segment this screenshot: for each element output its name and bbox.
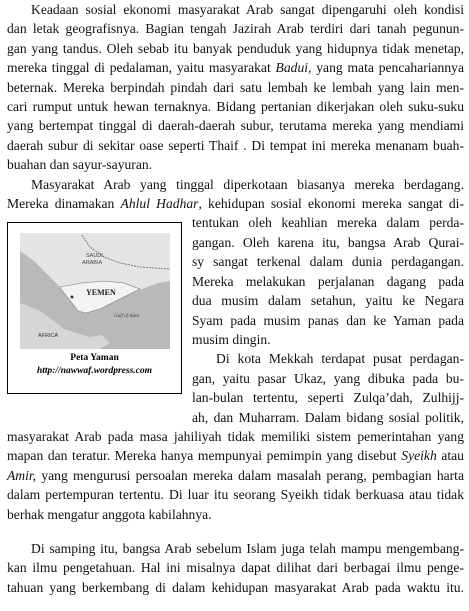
- term-syeikh: Syeikh: [401, 448, 437, 464]
- p2-right-7: musim dingin.: [192, 331, 271, 347]
- text-right-of-figure: [192, 213, 464, 426]
- p4-line-3: tahuan yang berkembang di dalam kehidupan masyarakat Arab pada waktu itu.: [7, 579, 464, 595]
- term-badui: Badui,: [275, 60, 312, 76]
- p4-line-1: Di samping itu, bangsa Arab sebelum Islam juga telah mampu mengembang-: [31, 540, 464, 556]
- p1-line-8: daerah subur di sekitar oase seperti Thaif . Di tempat ini mereka menanam buah-: [7, 137, 464, 153]
- p3-line-1: masyarakat Arab pada masa jahiliyah tidak memiliki sistem pemerintahan yang: [7, 428, 464, 444]
- p1-line-7: yang bertempat tinggal di daerah-daerah subur, terutama mereka yang mendiami: [7, 118, 464, 134]
- p2-line-1: Masyarakat Arab yang tinggal diperkotaan biasanya mereka berdagang.: [31, 176, 464, 192]
- p3-line-5: berhak mengatur anggota kabilahnya.: [7, 506, 212, 522]
- p3-line-2: [7, 446, 464, 465]
- p2-right-2: gangan. Oleh karena itu, bangsa Arab Qurai-: [192, 234, 464, 250]
- p3-line-2a: mapan dan teratur. Mereka hanya mempunyai pemimpin yang disebut: [7, 448, 402, 464]
- p3-line-2b: atau: [436, 448, 464, 464]
- p3-right-1: Di kota Mekkah terdapat pusat perdagan-: [216, 351, 464, 367]
- p3-right-4: ah, dan Muharram. Dalam bidang sosial politik,: [192, 409, 464, 425]
- p2-line-2b: , kehidupan sosial ekonomi mereka sangat di-: [198, 196, 464, 212]
- paragraph-gap: [7, 524, 464, 539]
- label-africa: AFRICA: [38, 333, 59, 339]
- figure-caption: [8, 351, 181, 377]
- p1-line-6: cari rumput untuk hewan ternaknya. Bidang pertanian dikerjakan oleh suku-suku: [7, 99, 464, 115]
- p1-line-2: dan letak geografisnya. Bagian tengah Jazirah Arab terdiri dari tanah pegunun-: [7, 21, 464, 37]
- p2-right-6: Syam pada musim panas dan ke Yaman pada: [192, 312, 464, 328]
- map-graphic: [20, 233, 170, 349]
- label-yemen: YEMEN: [86, 288, 116, 297]
- p1-line-4a: mereka tinggal di pedalaman, yaitu masyarakat: [7, 60, 276, 76]
- p2-right-3: sy sangat terkenal dalam dunia perdagangan.: [192, 254, 464, 270]
- label-saudi: SAUDI: [86, 253, 103, 259]
- city-marker: [71, 296, 74, 299]
- p2-right-5: dua musim dalam setahun, yaitu ke Negara: [192, 293, 464, 309]
- p2-right-1: tentukan oleh keahlian mereka dalam perda-: [192, 215, 464, 231]
- term-amir: Amir,: [7, 467, 37, 483]
- label-arabia: ARABIA: [82, 260, 103, 266]
- label-gulf: Gulf of Aden: [114, 314, 140, 319]
- map-figure: [7, 222, 182, 394]
- yemen-map: [20, 233, 170, 349]
- p3-line-3b: yang mengurusi persoalan mereka dalam masalah perang, pembagian harta: [36, 467, 464, 483]
- caption-url: http://nawwaf.wordpress.com: [36, 366, 153, 376]
- p2-right-4: Mereka melakukan perjalanan dagang pada: [192, 273, 464, 289]
- caption-title: Peta Yaman: [70, 353, 119, 363]
- term-ahlul-hadhar: Ahlul Hadhar: [120, 196, 199, 212]
- p4-line-2: kan ilmu pengetahuan. Hal ini misalnya dapat dilihat dari berbagai ilmu penge-: [7, 560, 464, 576]
- p1-line-9: buahan dan sayur-sayuran.: [7, 157, 153, 173]
- p3-line-4: dalam pertempuran tertentu. Di luar itu seorang Syeikh tidak berkuasa atau tidak: [7, 487, 464, 503]
- p1-line-4: [7, 58, 464, 77]
- p3-right-2: gan, yaitu pasar Ukaz, yang dibuka pada bu-: [192, 370, 464, 386]
- p1-line-1: Keadaan sosial ekonomi masyarakat Arab sangat dipengaruhi oleh kondisi: [31, 2, 464, 17]
- p2-line-2: [7, 194, 464, 213]
- p1-line-4b: yang mata pencahariannya: [311, 60, 464, 76]
- p1-line-3: gan yang tandus. Oleh sebab itu banyak penduduk yang hidupnya tidak menetap,: [7, 40, 464, 56]
- p1-line-5: beternak. Mereka berpindah pindah dari satu lembah ke lembah yang lain men-: [7, 79, 464, 95]
- p3-right-3: lan-bulan tertentu, seperti Zulqa’dah, Zulhijj-: [192, 390, 464, 406]
- p2-line-2a: Mereka dinamakan: [7, 196, 121, 212]
- p3-line-3: [7, 466, 464, 485]
